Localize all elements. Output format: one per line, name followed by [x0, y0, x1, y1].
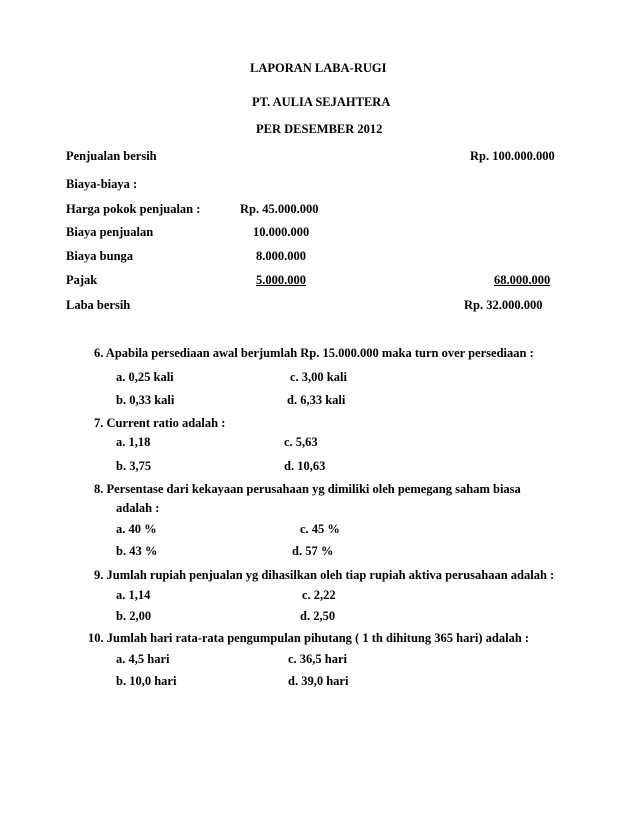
option-a: a. 1,14	[116, 588, 151, 602]
penjualan-total: Rp. 100.000.000	[470, 149, 555, 163]
option-d: d. 39,0 hari	[288, 674, 349, 688]
laba-total: Rp. 32.000.000	[464, 298, 543, 312]
option-a: a. 40 %	[116, 522, 157, 536]
option-a: a. 0,25 kali	[116, 370, 174, 384]
option-b: b. 2,00	[116, 609, 152, 623]
option-c: c. 36,5 hari	[288, 652, 348, 666]
question-8: 8. Persentase dari kekayaan perusahaan yg dimiliki oleh pemegang saham biasa	[94, 482, 521, 496]
option-c: c. 5,63	[284, 435, 318, 449]
hpp-label: Harga pokok penjualan :	[66, 202, 201, 216]
option-c: c. 2,22	[302, 588, 336, 602]
option-b: b. 0,33 kali	[116, 393, 175, 407]
pajak-label: Pajak	[66, 273, 98, 287]
report-period: PER DESEMBER 2012	[256, 122, 383, 136]
option-c: c. 45 %	[300, 522, 340, 536]
pajak-value: 5.000.000	[256, 273, 306, 287]
option-b: b. 10,0 hari	[116, 674, 177, 688]
question-6: 6. Apabila persediaan awal berjumlah Rp. 15.000.000 maka turn over persediaan :	[94, 346, 534, 360]
question-8-cont: adalah :	[116, 501, 160, 515]
option-a: a. 4,5 hari	[116, 652, 170, 666]
report-title: LAPORAN LABA-RUGI	[250, 61, 387, 75]
option-d: d. 2,50	[300, 609, 336, 623]
biaya-label: Biaya-biaya :	[66, 177, 138, 191]
penjualan-label: Penjualan bersih	[66, 149, 157, 163]
hpp-value: Rp. 45.000.000	[240, 202, 319, 216]
question-7: 7. Current ratio adalah :	[94, 416, 226, 430]
biaya-bunga-label: Biaya bunga	[66, 249, 134, 263]
company-name: PT. AULIA SEJAHTERA	[252, 95, 391, 109]
biaya-penjualan-label: Biaya penjualan	[66, 225, 154, 239]
option-d: d. 10,63	[284, 459, 326, 473]
option-b: b. 43 %	[116, 544, 158, 558]
option-a: a. 1,18	[116, 435, 151, 449]
option-d: d. 6,33 kali	[287, 393, 346, 407]
laba-label: Laba bersih	[66, 298, 131, 312]
question-10: 10. Jumlah hari rata-rata pengumpulan pihutang ( 1 th dihitung 365 hari) adalah :	[88, 631, 530, 645]
question-9: 9. Jumlah rupiah penjualan yg dihasilkan oleh tiap rupiah aktiva perusahaan adalah :	[94, 568, 555, 582]
option-d: d. 57 %	[292, 544, 334, 558]
biaya-bunga-value: 8.000.000	[256, 249, 306, 263]
option-c: c. 3,00 kali	[290, 370, 347, 384]
option-b: b. 3,75	[116, 459, 152, 473]
biaya-penjualan-value: 10.000.000	[253, 225, 310, 239]
total-biaya: 68.000.000	[494, 273, 551, 287]
